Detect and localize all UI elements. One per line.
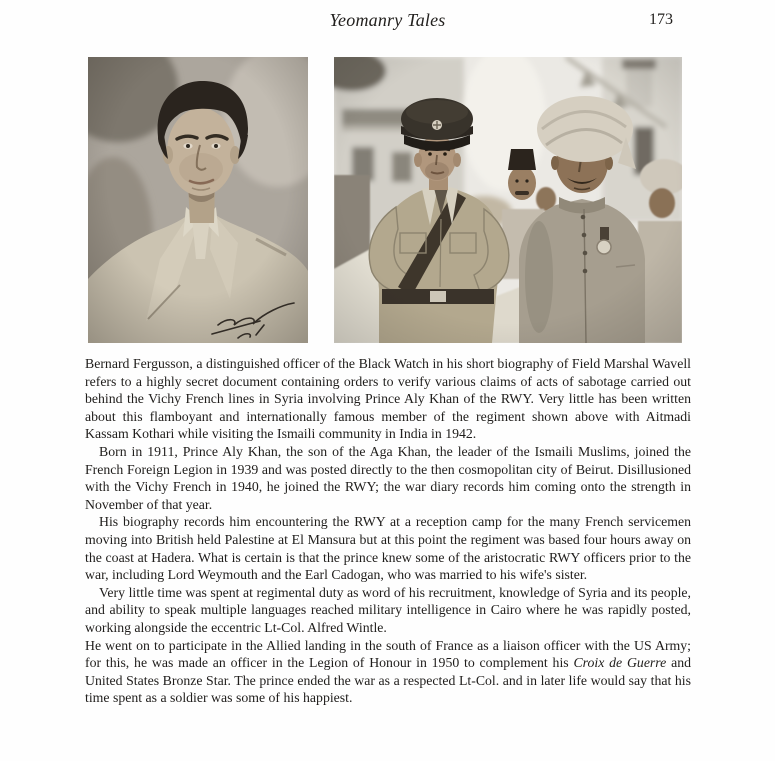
paragraph-5-post: and United States Bronze Star. The prince ended the war as a respected Lt-Col. and in later life would say that his time spent as a soldier was some of his happiest. <box>85 655 692 706</box>
running-head-title: Yeomanry Tales <box>329 10 446 30</box>
portrait-illustration <box>88 57 308 343</box>
paragraph-4: Very little time was spent at regimental duty as word of his recruitment, knowledge of Syria and its people, and ability to speak multiple languages reached military intelligence in Cairo where he was rapidly posted, working alongside the eccentric Lt-Col. Alfred Wintle. <box>85 584 691 635</box>
group-photo-illustration <box>334 57 682 343</box>
paragraph-3: His biography records him encountering the RWY at a reception camp for the many French servicemen moving into British held Palestine at El Mansura but at this point the regiment was based four hours away on the coast at Hadera. What is certain is that the prince knew some of the aristocratic RWY officers prior to the war, including Lord Weymouth and the Earl Cadogan, who was married to his wife's sister. <box>85 514 691 583</box>
paragraph-5-italic-phrase: Croix de Guerre <box>573 655 667 671</box>
body-text <box>85 355 691 707</box>
paragraph-5-pre: He went on to participate in the Allied landing in the south of France as a liaison officer with the US Army; for this, he was made an officer in the Legion of Honour in 1950 to complement his <box>85 637 691 671</box>
paragraph-2: Born in 1911, Prince Aly Khan, the son of the Aga Khan, the leader of the Ismaili Muslims, joined the French Foreign Legion in 1939 and was posted directly to the then cosmopolitan city of Beirut. Disillusioned with the Vichy French in 1940, he joined the RWY; the war diary records him coming onto the strength in November of that year. <box>85 443 691 512</box>
paragraph-1: Bernard Fergusson, a distinguished officer of the Black Watch in his short biography of Field Marshal Wavell refers to a highly secret document containing orders to verify various claims of acts of sabotage carried out behind the Vichy French lines in Syria involving Prince Aly Khan of the RWY. Very little has been written about this flamboyant and internationally famous member of the regiment shown above with Aitmadi Kassam Kothari while visiting the Ismaili community in India in 1942. <box>85 356 691 442</box>
page-number: 173 <box>649 11 673 28</box>
photo-aly-khan-with-kothari <box>334 57 682 343</box>
paragraph-5 <box>85 637 691 707</box>
photo-portrait-aly-khan <box>88 57 308 343</box>
